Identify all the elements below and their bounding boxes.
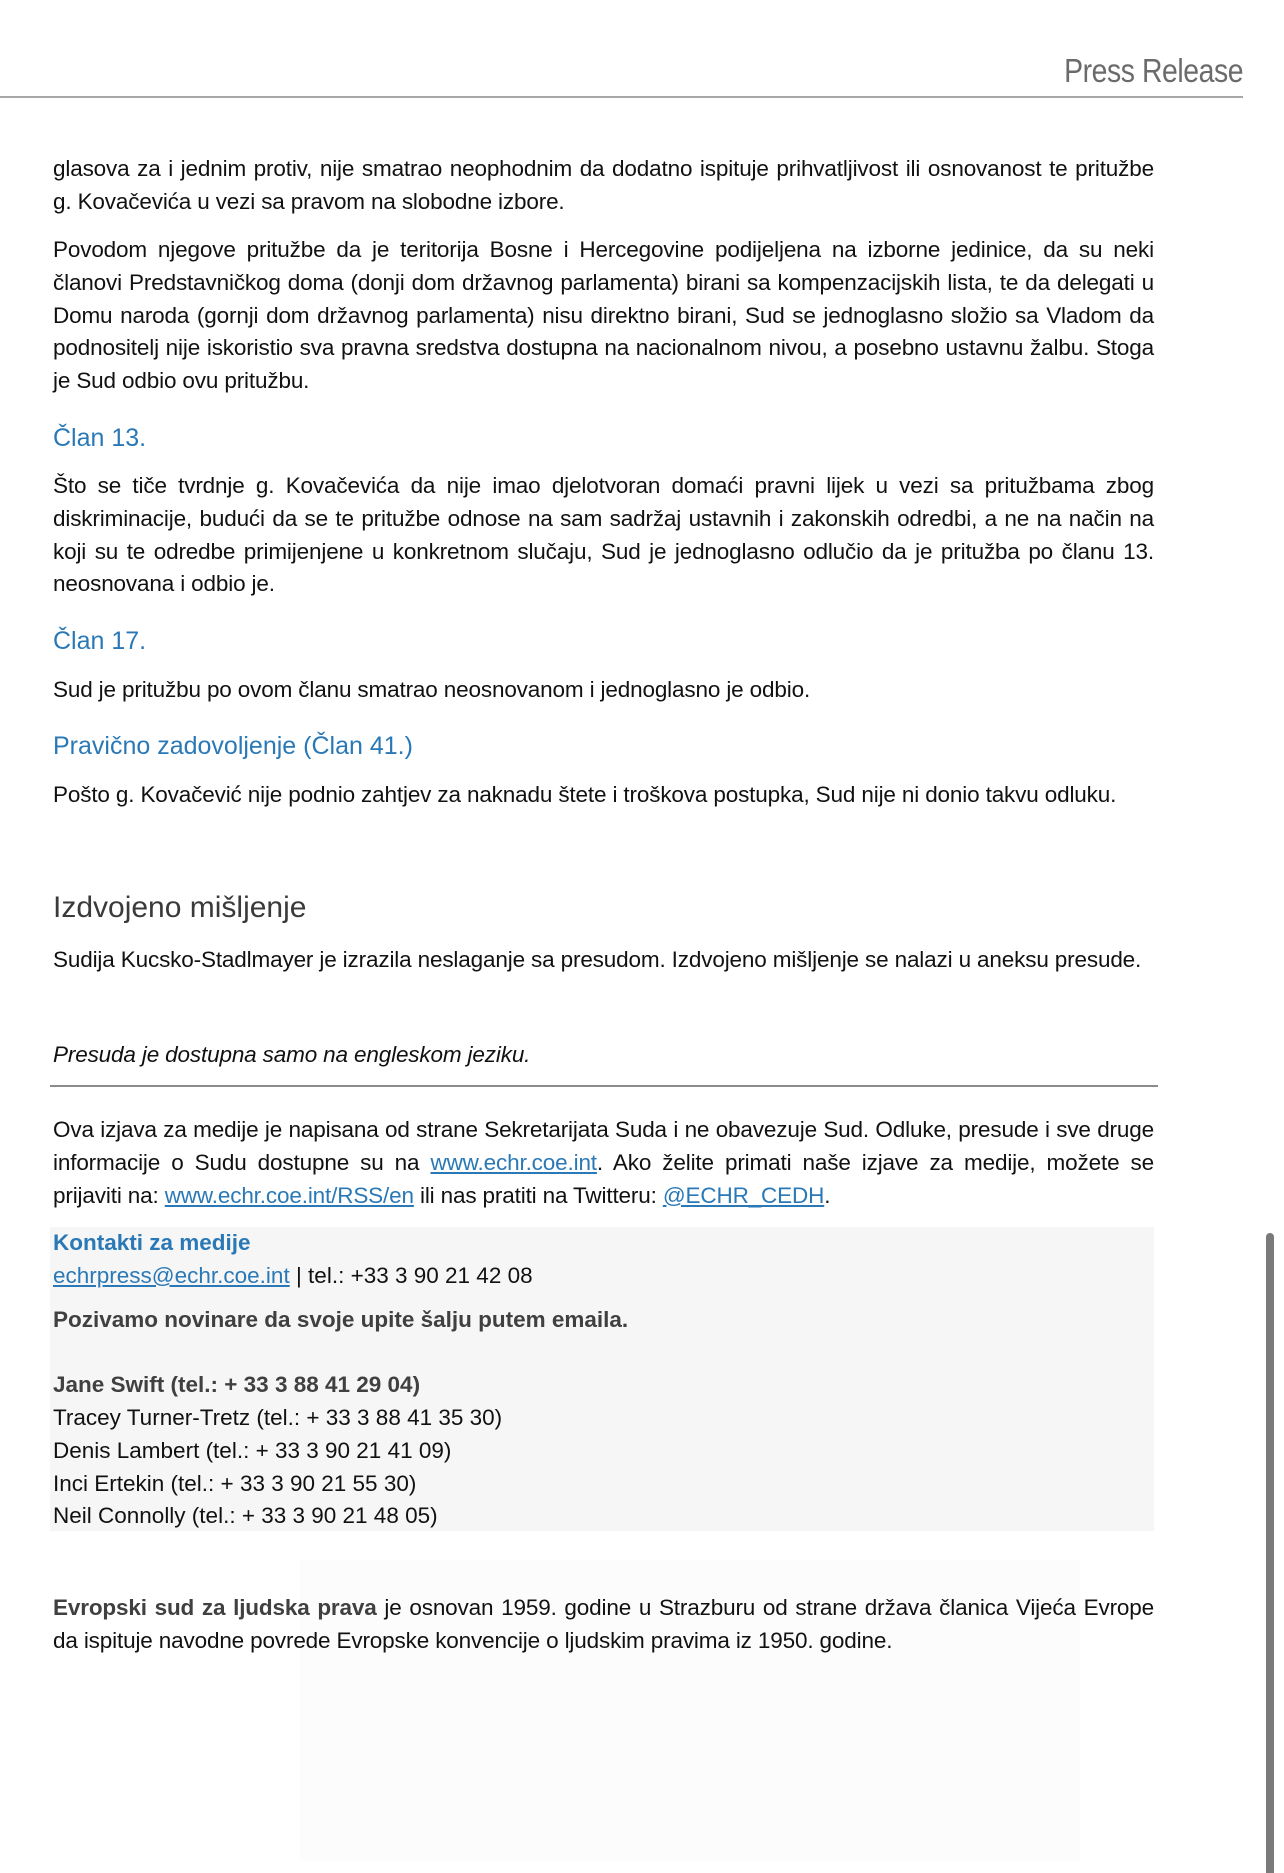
email-invitation: Pozivamo novinare da svoje upite šalju putem emaila. [53,1306,629,1332]
press-release-title: Press Release [1064,52,1243,89]
court-name: Evropski sud za ljudska prava [53,1595,377,1620]
paragraph-territory-complaint: Povodom njegove pritužbe da je teritorija Bosne i Hercegovine podijeljena na izborne jedinice, da su neki članovi Predstavničkog doma (donji dom državnog parlamenta) birani sa kompenzacijskih lista, te da delegati u Domu naroda (gornji dom državnog parlamenta) nisu direktno birani, Sud se jednoglasno složio sa Vladom da podnositelj nije iskoristio sva pravna sredstva dostupna na nacionalnom nivou, a posebno ustavnu žalbu. Stoga je Sud odbio ovu pritužbu. [53,237,1154,394]
contact-person: Jane Swift (tel.: + 33 3 88 41 29 04) [53,1372,421,1398]
press-info-text: Ova izjava za medije je napisana od strane Sekretarijata Suda i ne obavezuje Sud. Odluke, presude i sve druge informacije o Sudu dostupne su na [53,1117,1154,1175]
rss-link[interactable]: www.echr.coe.int/RSS/en [164,1182,414,1208]
section-divider [50,1085,1158,1087]
twitter-link[interactable]: @ECHR_CEDH [662,1182,825,1208]
header-divider [0,96,1243,98]
vertical-scrollbar[interactable] [1266,1233,1274,1873]
heading-article-41: Pravično zadovoljenje (Član 41.) [53,732,413,760]
paragraph-press-info [53,1114,1154,1212]
paragraph-article-13: Što se tiče tvrdnje g. Kovačevića da nije imao djelotvoran domaći pravni lijek u vezi sa pritužbama zbog diskriminacije, budući da se te pritužbe odnose na sam sadržaj ustavnih i zakonskih odredbi, a ne na način na koji su te odredbe primijenjene u konkretnom slučaju, Sud je jednoglasno odlučio da je pritužba po članu 13. neosnovana i odbio je. [53,473,1154,597]
paragraph-free-elections: glasova za i jednim protiv, nije smatrao neophodnim da dodatno ispituje prihvatljivost ili osnovanost te pritužbe g. Kovačevića u vezi sa pravom na slobodne izbore. [53,156,1154,214]
press-info-text: . Ako želite primati naše izjave za medije, možete se prijaviti na: [53,1149,1154,1208]
contact-person: Neil Connolly (tel.: + 33 3 90 21 48 05) [53,1503,438,1529]
paragraph-article-41: Pošto g. Kovačević nije podnio zahtjev za naknadu štete i troškova postupka, Sud nije ni donio takvu odluku. [53,782,1117,807]
media-contacts-box [50,1227,1154,1531]
press-email-link[interactable]: echrpress@echr.coe.int [53,1262,290,1288]
contact-person: Denis Lambert (tel.: + 33 3 90 21 41 09) [53,1437,452,1463]
paragraph-separate-opinion: Sudija Kucsko-Stadlmayer je izrazila neslaganje sa presudom. Izdvojeno mišljenje se nalazi u aneksu presude. [53,947,1142,972]
press-phone: | tel.: +33 3 90 21 42 08 [289,1262,533,1288]
contact-person: Tracey Turner-Tretz (tel.: + 33 3 88 41 35 30) [53,1404,503,1430]
press-info-text: ili nas pratiti na Twitteru: [413,1182,663,1208]
media-contacts [53,1227,1143,1533]
judgment-language-note: Presuda je dostupna samo na engleskom jeziku. [53,1042,531,1067]
heading-separate-opinion: Izdvojeno mišljenje [53,891,307,924]
paragraph-article-17: Sud je pritužbu po ovom članu smatrao neosnovanom i jednoglasno je odbio. [53,677,811,702]
echr-website-link[interactable]: www.echr.coe.int [430,1149,597,1175]
contact-person: Inci Ertekin (tel.: + 33 3 90 21 55 30) [53,1470,417,1496]
contact-email-line [53,1260,1143,1293]
press-info-text: . [824,1182,831,1208]
court-about-text: je osnovan 1959. godine u Strazburu od strane država članica Vijeća Evrope da ispituje navodne povrede Evropske konvencije o ljudskim pravima iz 1950. godine. [53,1595,1154,1653]
paragraph-court-about [53,1592,1154,1658]
heading-article-17: Član 17. [53,627,147,655]
media-contacts-title: Kontakti za medije [53,1230,251,1255]
heading-article-13: Član 13. [53,424,147,452]
